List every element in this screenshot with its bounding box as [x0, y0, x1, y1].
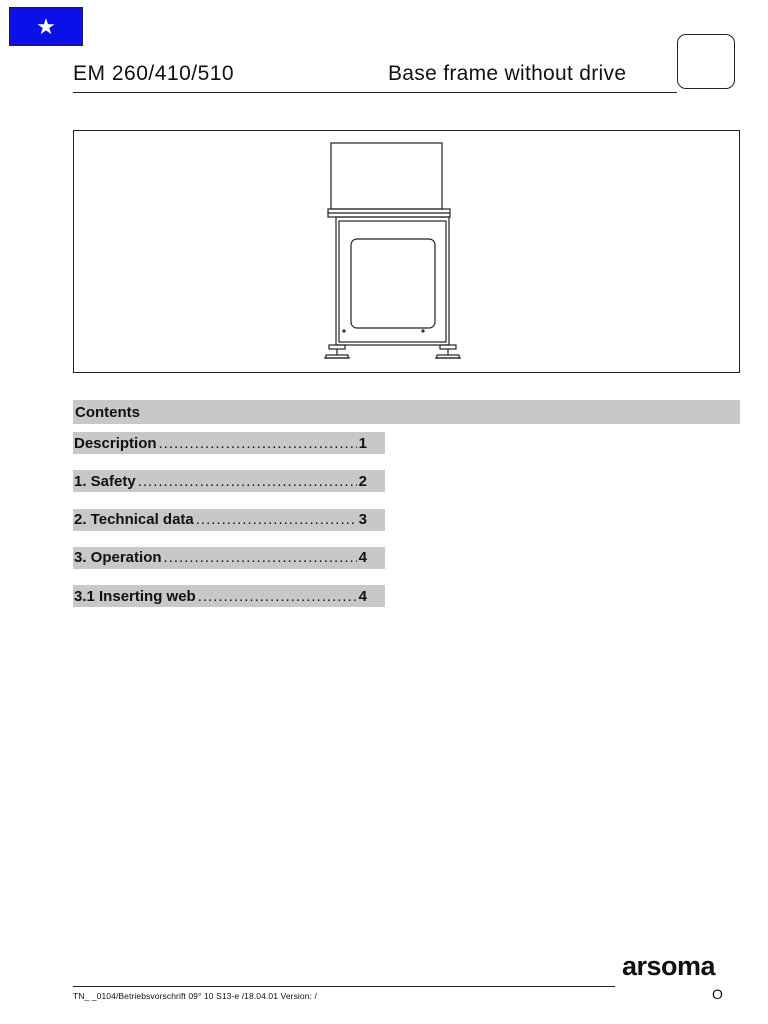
toc-leader [196, 511, 357, 528]
contents-heading: Contents [75, 404, 140, 421]
toc-page: 4 [358, 587, 367, 605]
toc-label: 2. Technical data [74, 511, 194, 529]
arsoma-logo: arsoma [622, 951, 716, 981]
contents-heading-bar [73, 400, 740, 424]
footer-reference: TN_ _0104/Betriebsvorschrift 09° 10 S13-e /18.04.01 Version: / [73, 991, 317, 1001]
star-icon: ★ [36, 13, 56, 39]
toc-leader [138, 473, 357, 490]
language-box [677, 34, 735, 89]
toc-page: 1 [358, 434, 367, 452]
toc-label: 3. Operation [74, 549, 162, 567]
toc-item-technical-data[interactable] [73, 509, 385, 531]
document-title: Base frame without drive [388, 62, 627, 85]
toc-page: 3 [358, 511, 367, 529]
figure-frame [73, 130, 740, 373]
title-divider [73, 92, 677, 93]
footer-divider [73, 986, 615, 987]
toc-label: Description [74, 434, 157, 452]
page-mark: O [712, 986, 723, 1002]
flag-badge [9, 7, 83, 46]
toc-item-safety[interactable] [73, 470, 385, 492]
toc-item-description[interactable] [73, 432, 385, 454]
toc-page: 4 [358, 549, 367, 567]
toc-label: 1. Safety [74, 472, 136, 490]
machine-base-frame-drawing [74, 131, 741, 374]
toc-leader [198, 588, 357, 605]
toc-label: 3.1 Inserting web [74, 587, 196, 605]
table-of-contents [73, 432, 385, 623]
toc-item-inserting-web[interactable] [73, 585, 385, 607]
toc-leader [164, 549, 357, 566]
toc-leader [159, 435, 357, 452]
model-title: EM 260/410/510 [73, 62, 235, 85]
toc-page: 2 [358, 472, 367, 490]
toc-item-operation[interactable] [73, 547, 385, 569]
